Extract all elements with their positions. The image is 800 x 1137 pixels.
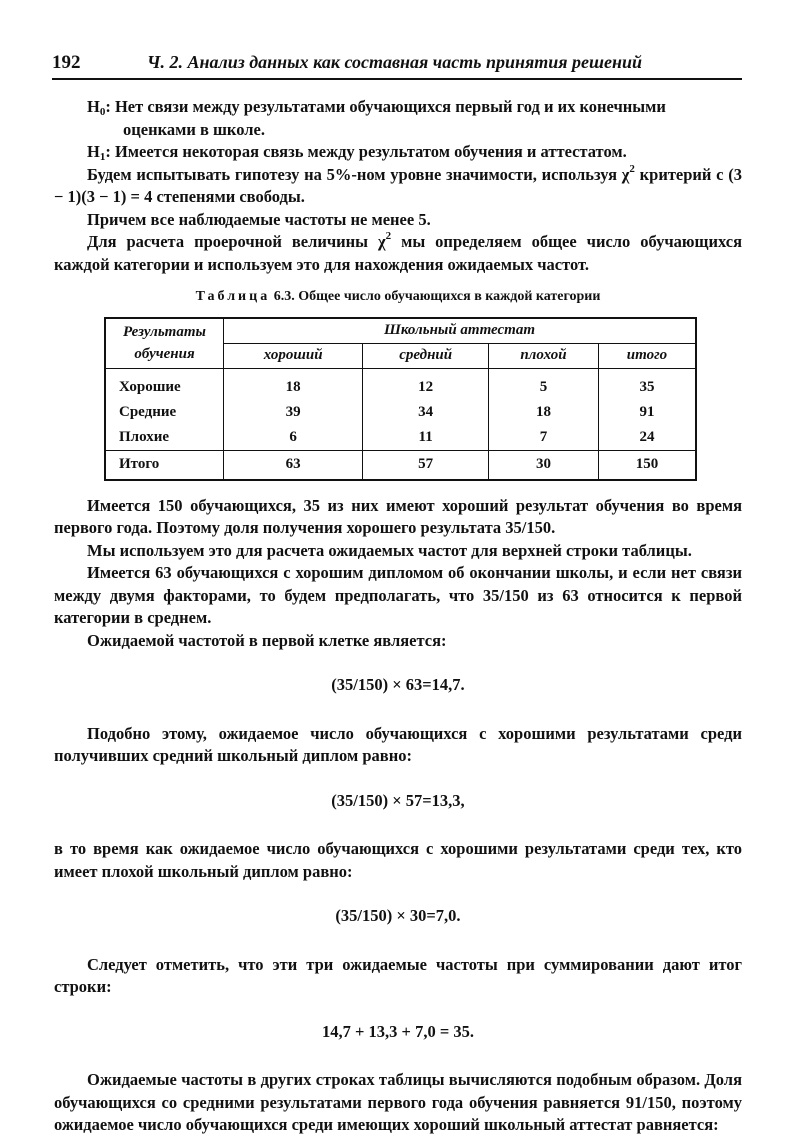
table-total-row [105, 450, 696, 480]
table-cell: 18 [488, 400, 598, 425]
table-cell: 35 [598, 375, 696, 400]
table-cell: 150 [598, 450, 696, 480]
paragraph: Мы используем это для расчета ожидаемых частот для верхней строки таблицы. [87, 540, 692, 560]
paragraph: Следует отметить, что эти три ожидаемые частоты при суммировании дают итог строки: [54, 954, 742, 996]
formula: (35/150) × 30=7,0. [335, 906, 461, 925]
data-table [104, 317, 697, 481]
paragraph: в то время как ожидаемое число обучающихся с хорошими результатами среди тех, кто имеет плохой школьный диплом равно: [54, 839, 742, 881]
page-number: 192 [52, 52, 81, 73]
table-cell: 39 [224, 400, 363, 425]
formula: (35/150) × 63=14,7. [331, 675, 465, 694]
formula: 14,7 + 13,3 + 7,0 = 35. [322, 1021, 474, 1041]
table-cell: 6 [224, 425, 363, 451]
table-cell: 63 [224, 450, 363, 480]
running-title: Ч. 2. Анализ данных как составная часть принятия решений [147, 52, 642, 72]
table-cell: 34 [363, 400, 489, 425]
paragraph: Подобно этому, ожидаемое число обучающихся с хорошими результатами среди получивших средний школьный диплом равно: [54, 723, 742, 765]
table-cell: 18 [224, 375, 363, 400]
row-label: Плохие [105, 425, 224, 451]
corner-header: Результаты обучения [105, 318, 224, 369]
body-text [54, 96, 742, 1137]
table-caption: Таблица 6.3. Общее число обучающихся в каждой категории [195, 289, 601, 304]
table-cell: 91 [598, 400, 696, 425]
paragraph: Причем все наблюдаемые частоты не менее 5. [87, 209, 431, 229]
paragraph: Будем испытывать гипотезу на 5%-ном уровне значимости, используя $\chi^2$ критерий с (3 − 1)(3 − 1) = 4 степенями свободы. [54, 162, 742, 206]
table-cell: 11 [363, 425, 489, 451]
paragraph: Для расчета проерочной величины $\chi^2$ мы определяем общее число обучающихся каждой категории и используем это для нахождения ожидаемых частот. [54, 230, 742, 274]
formula: (35/150) × 57=13,3, [331, 790, 465, 810]
table-row [105, 400, 696, 425]
column-header: средний [363, 343, 489, 368]
table-cell: 7 [488, 425, 598, 451]
table-row [105, 375, 696, 400]
paragraph: Ожидаемой частотой в первой клетке является: [87, 630, 447, 650]
table-cell: 57 [363, 450, 489, 480]
column-header: итого [598, 343, 696, 368]
table-cell: 24 [598, 425, 696, 451]
group-header: Школьный аттестат [224, 318, 697, 344]
column-header: плохой [488, 343, 598, 368]
hypothesis-h1: $H_1$: Имеется некоторая связь между результатом обучения и аттестатом. [87, 142, 627, 163]
table-row [105, 425, 696, 451]
paragraph: Имеется 150 обучающихся, 35 из них имеют хороший результат обучения во время первого года. Поэтому доля получения хорошего результата 35/150. [54, 495, 742, 537]
row-label: Хорошие [105, 375, 224, 400]
row-label: Средние [105, 400, 224, 425]
row-label: Итого [105, 450, 224, 480]
hypothesis-h0: $H_0$: Нет связи между результатами обучающихся первый год и их конечными оценками в школе. [87, 97, 666, 139]
paragraph: Имеется 63 обучающихся с хорошим дипломом об окончании школы, и если нет связи между двумя факторами, то будем предполагать, что 35/150 из 63 относится к первой категории в среднем. [54, 563, 742, 627]
table-cell: 30 [488, 450, 598, 480]
column-header: хороший [224, 343, 363, 368]
table-cell: 5 [488, 375, 598, 400]
paragraph: Ожидаемые частоты в других строках таблицы вычисляются подобным образом. Доля обучающихся со средними результатами первого года обучения равняется 91/150, поэтому ожидаемое число обучающихся среди имеющих хороший школьный аттестат равняется: [54, 1070, 742, 1134]
table-cell: 12 [363, 375, 489, 400]
page-header [52, 50, 742, 80]
